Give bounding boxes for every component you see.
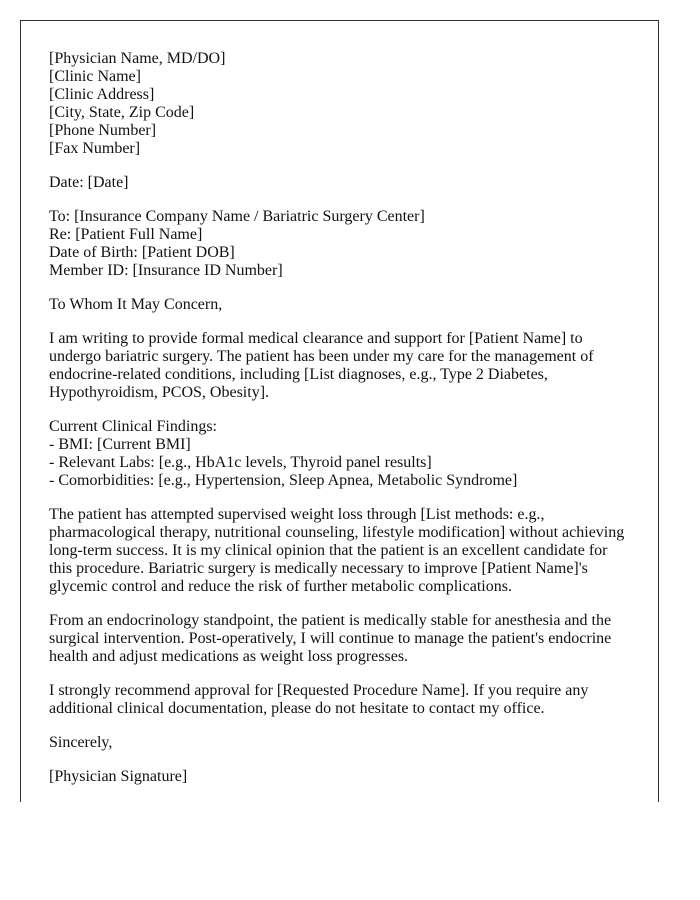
recipient-block (49, 208, 630, 280)
clinical-findings (49, 418, 630, 490)
recipient-line: Member ID: [Insurance ID Number] (49, 262, 283, 279)
recommendation-paragraph (49, 682, 630, 718)
intro-paragraph (49, 330, 630, 402)
date-line (49, 174, 630, 192)
date-line: Date: [Date] (49, 174, 129, 191)
clearance-paragraph (49, 612, 630, 666)
recommendation-line: I strongly recommend approval for [Requested Procedure Name]. If you require any (49, 682, 589, 699)
history-line: glycemic control and reduce the risk of further metabolic complications. (49, 578, 512, 595)
letter-page (20, 20, 659, 802)
sender-line: [Phone Number] (49, 122, 157, 139)
findings-line: - Comorbidities: [e.g., Hypertension, Sleep Apnea, Metabolic Syndrome] (49, 472, 518, 489)
intro-line: endocrine-related conditions, including [List diagnoses, e.g., Type 2 Diabetes, (49, 366, 548, 383)
sender-line: [Fax Number] (49, 140, 141, 157)
signature (49, 768, 630, 786)
findings-line: - Relevant Labs: [e.g., HbA1c levels, Thyroid panel results] (49, 454, 432, 471)
closing (49, 734, 630, 752)
intro-line: I am writing to provide formal medical clearance and support for [Patient Name] to (49, 330, 583, 347)
sender-line: [Physician Name, MD/DO] (49, 50, 226, 67)
findings-line: - BMI: [Current BMI] (49, 436, 191, 453)
recipient-line: To: [Insurance Company Name / Bariatric Surgery Center] (49, 208, 425, 225)
recommendation-line: additional clinical documentation, please do not hesitate to contact my office. (49, 700, 545, 717)
history-line: this procedure. Bariatric surgery is medically necessary to improve [Patient Name]'s (49, 560, 588, 577)
salutation (49, 296, 630, 314)
sender-line: [Clinic Name] (49, 68, 141, 85)
sender-line: [City, State, Zip Code] (49, 104, 195, 121)
intro-line: undergo bariatric surgery. The patient has been under my care for the management of (49, 348, 594, 365)
clearance-line: surgical intervention. Post-operatively, I will continue to manage the patient's endocrine (49, 630, 612, 647)
sender-line: [Clinic Address] (49, 86, 155, 103)
intro-line: Hypothyroidism, PCOS, Obesity]. (49, 384, 270, 401)
salutation-line: To Whom It May Concern, (49, 296, 223, 313)
findings-line: Current Clinical Findings: (49, 418, 217, 435)
history-line: The patient has attempted supervised weight loss through [List methods: e.g., (49, 506, 545, 523)
history-line: long-term success. It is my clinical opinion that the patient is an excellent candidate for (49, 542, 608, 559)
signature-line: [Physician Signature] (49, 768, 188, 785)
recipient-line: Date of Birth: [Patient DOB] (49, 244, 235, 261)
closing-line: Sincerely, (49, 734, 113, 751)
history-line: pharmacological therapy, nutritional counseling, lifestyle modification] without achieving (49, 524, 625, 541)
history-paragraph (49, 506, 630, 596)
clearance-line: From an endocrinology standpoint, the patient is medically stable for anesthesia and the (49, 612, 612, 629)
recipient-line: Re: [Patient Full Name] (49, 226, 203, 243)
clearance-line: health and adjust medications as weight loss progresses. (49, 648, 409, 665)
sender-block (49, 50, 630, 158)
